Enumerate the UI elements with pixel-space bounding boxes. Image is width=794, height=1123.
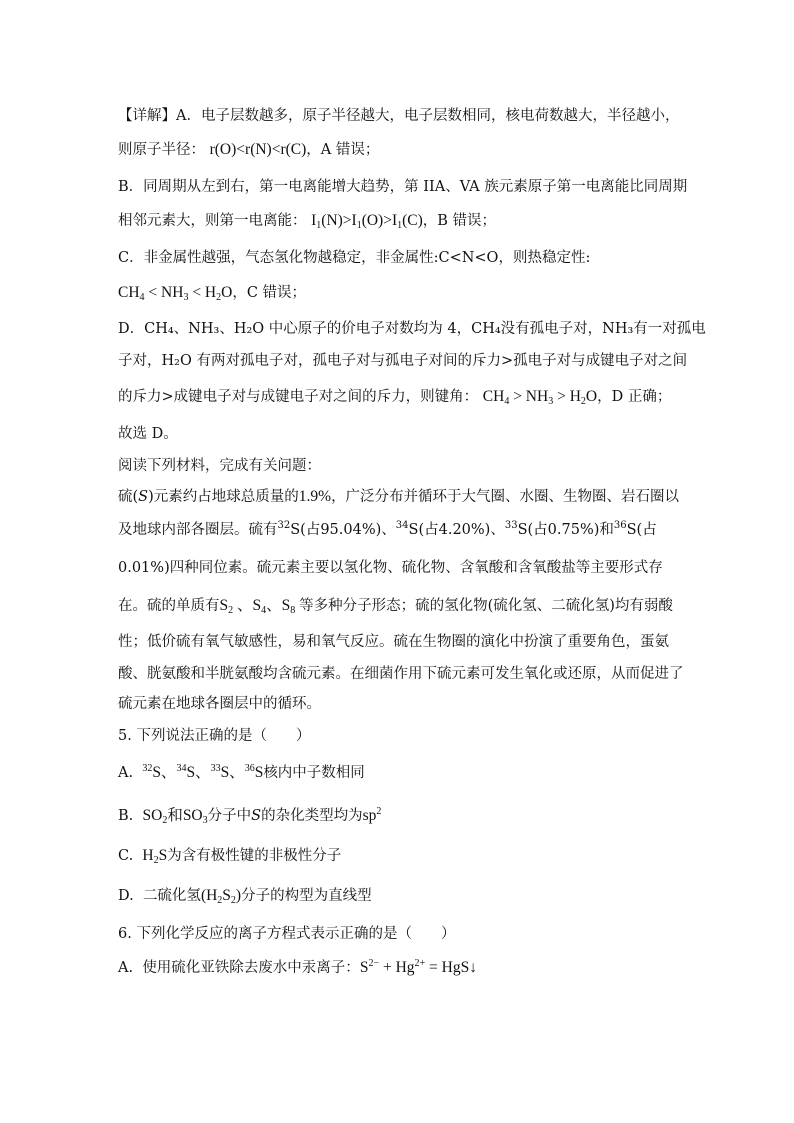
explanation-line-a2 (118, 140, 379, 160)
reading-line-3 (118, 558, 663, 578)
mass-number: 32 (142, 763, 153, 774)
explanation-line-d1 (118, 319, 706, 339)
explanation-line-c2 (118, 283, 306, 303)
formula: $(H_2S_2)$ (200, 887, 242, 906)
question-5-option-c (118, 846, 341, 866)
text: 子对，H₂O 有两对孤电子对，孤电子对与孤电子对间的斥力>孤电子对与成键电子对之间 (118, 353, 688, 369)
reading-intro (118, 456, 321, 476)
explanation-line-d3 (118, 387, 671, 407)
text: B．同周期从左到右，第一电离能增大趋势，第 IIA、VA 族元素原子第一电离能比同周期 (118, 179, 688, 195)
text: C．非金属性越强，气态氢化物越稳定，非金属性:C<N<O，则热稳定性: (118, 250, 591, 266)
text: 的斥力>成键电子对与成键电子对之间的斥力，则键角： (118, 389, 479, 405)
formula: $SO_2$和$SO_3$ (142, 807, 208, 826)
text: 核内中子数相同 (263, 765, 365, 781)
text: ，广泛分布并循环于大气圈、水圈、生物圈、岩石圈以 (331, 489, 680, 505)
question-5-option-a (118, 763, 365, 783)
mass-percent: 1.9% (298, 488, 332, 505)
text: 性；低价硫有氧气敏感性，易和氧气反应。硫在生物圈的演化中扮演了重要角色，蛋氨 (118, 634, 669, 650)
text: 二硫化氢 (142, 888, 201, 904)
reading-line-6 (118, 664, 684, 684)
hybridization: $sp^2$ (362, 806, 382, 824)
text: 则原子半径： (118, 142, 205, 158)
mass-number: 33 (504, 520, 518, 531)
stability-inequality: $CH_4 < NH_3 < H_2O$ (118, 284, 233, 303)
text: 故选 D。 (118, 426, 178, 442)
text: S(占0.75%)和 (517, 522, 614, 538)
explanation-line-d2 (118, 351, 687, 371)
text: ，B 错误； (422, 213, 497, 229)
option-label: C. (118, 848, 134, 864)
explanation-conclusion (118, 424, 178, 444)
mass-number: 33 (210, 763, 221, 774)
ionic-equation: $S^{2-} + Hg^{2+}$ = HgS↓ (359, 958, 477, 976)
explanation-line-c1 (118, 248, 590, 268)
mass-number: 36 (244, 763, 255, 774)
sulfur-symbol: S (251, 808, 262, 824)
text: 相邻元素大，则第一电离能： (118, 213, 307, 229)
question-5-stem (118, 726, 310, 746)
text: S(占 (626, 522, 657, 538)
question-6-option-a (118, 958, 477, 978)
sulfur-allotropes: $S_2$ 、$S_4$、$S_8$ (219, 597, 296, 616)
text: 5. 下列说法正确的是（ ） (118, 728, 311, 744)
question-5-option-d (118, 886, 372, 906)
reading-line-7 (118, 694, 321, 714)
text: ，D 正确； (597, 389, 672, 405)
text: )元素约占地球总质量的 (148, 489, 299, 505)
mass-number: 34 (176, 763, 187, 774)
text: 等多种分子形态；硫的氢化物(硫化氢、二硫化氢)均有弱酸 (299, 598, 673, 614)
text: 阅读下列材料，完成有关问题： (118, 458, 321, 474)
text: 为含有极性键的非极性分子 (167, 848, 342, 864)
text: 分子的构型为直线型 (241, 888, 372, 904)
option-label: D. (118, 888, 134, 904)
isotope-list: $^{32}$S、$^{34}$S、$^{33}$S、$^{36}$S (142, 763, 264, 781)
explanation-line-b2 (118, 211, 496, 231)
text: D．CH₄、NH₃、H₂O 中心原子的价电子对数均为 4，CH₄没有孤电子对，NH₃有一对孤电 (118, 321, 706, 337)
explanation-line-b1 (118, 177, 687, 197)
text: ，A 错误； (306, 142, 380, 158)
option-label: A. (118, 960, 134, 976)
text: 硫( (118, 489, 139, 505)
text: 6. 下列化学反应的离子方程式表示正确的是（ ） (118, 926, 456, 942)
text: 硫元素在地球各圈层中的循环。 (118, 696, 321, 712)
text: 的杂化类型均为 (261, 808, 363, 824)
text: 使用硫化亚铁除去废水中汞离子： (142, 960, 360, 976)
text: 在。硫的单质有 (118, 598, 220, 614)
formula: $H_2S$ (142, 847, 168, 866)
ionization-inequality: $I_1(N)>I_1(O)>I_1(C)$ (311, 212, 423, 231)
reading-line-1 (118, 487, 679, 507)
option-label: A. (118, 765, 134, 781)
text: S(占4.20%)、 (408, 522, 505, 538)
option-label: B. (118, 808, 134, 824)
mass-number: 32 (277, 520, 291, 531)
text: 分子中 (207, 808, 252, 824)
text: ，C 错误； (232, 285, 307, 301)
mass-number: 34 (395, 520, 409, 531)
text: S(占95.04%)、 (290, 522, 396, 538)
explanation-line-a1 (118, 106, 679, 126)
reading-line-5 (118, 632, 669, 652)
text: 【详解】A．电子层数越多，原子半径越大，电子层数相同，核电荷数越大，半径越小， (118, 108, 680, 124)
reading-line-4 (118, 596, 673, 616)
text: 及地球内部各圈层。硫有 (118, 522, 278, 538)
radius-inequality: r(O)<r(N)<r(C) (209, 141, 307, 158)
bond-angle-inequality: $CH_4 > NH_3 > H_2O$ (482, 388, 598, 407)
text: 0.01%)四种同位素。硫元素主要以氢化物、硫化物、含氧酸和含氧酸盐等主要形式存 (118, 560, 663, 576)
question-5-option-b (118, 806, 381, 826)
text: 酸、胱氨酸和半胱氨酸均含硫元素。在细菌作用下硫元素可发生氧化或还原，从而促进了 (118, 666, 684, 682)
sulfur-symbol: S (138, 489, 149, 505)
question-6-stem (118, 924, 455, 944)
reading-line-2 (118, 520, 657, 540)
mass-number: 36 (613, 520, 627, 531)
